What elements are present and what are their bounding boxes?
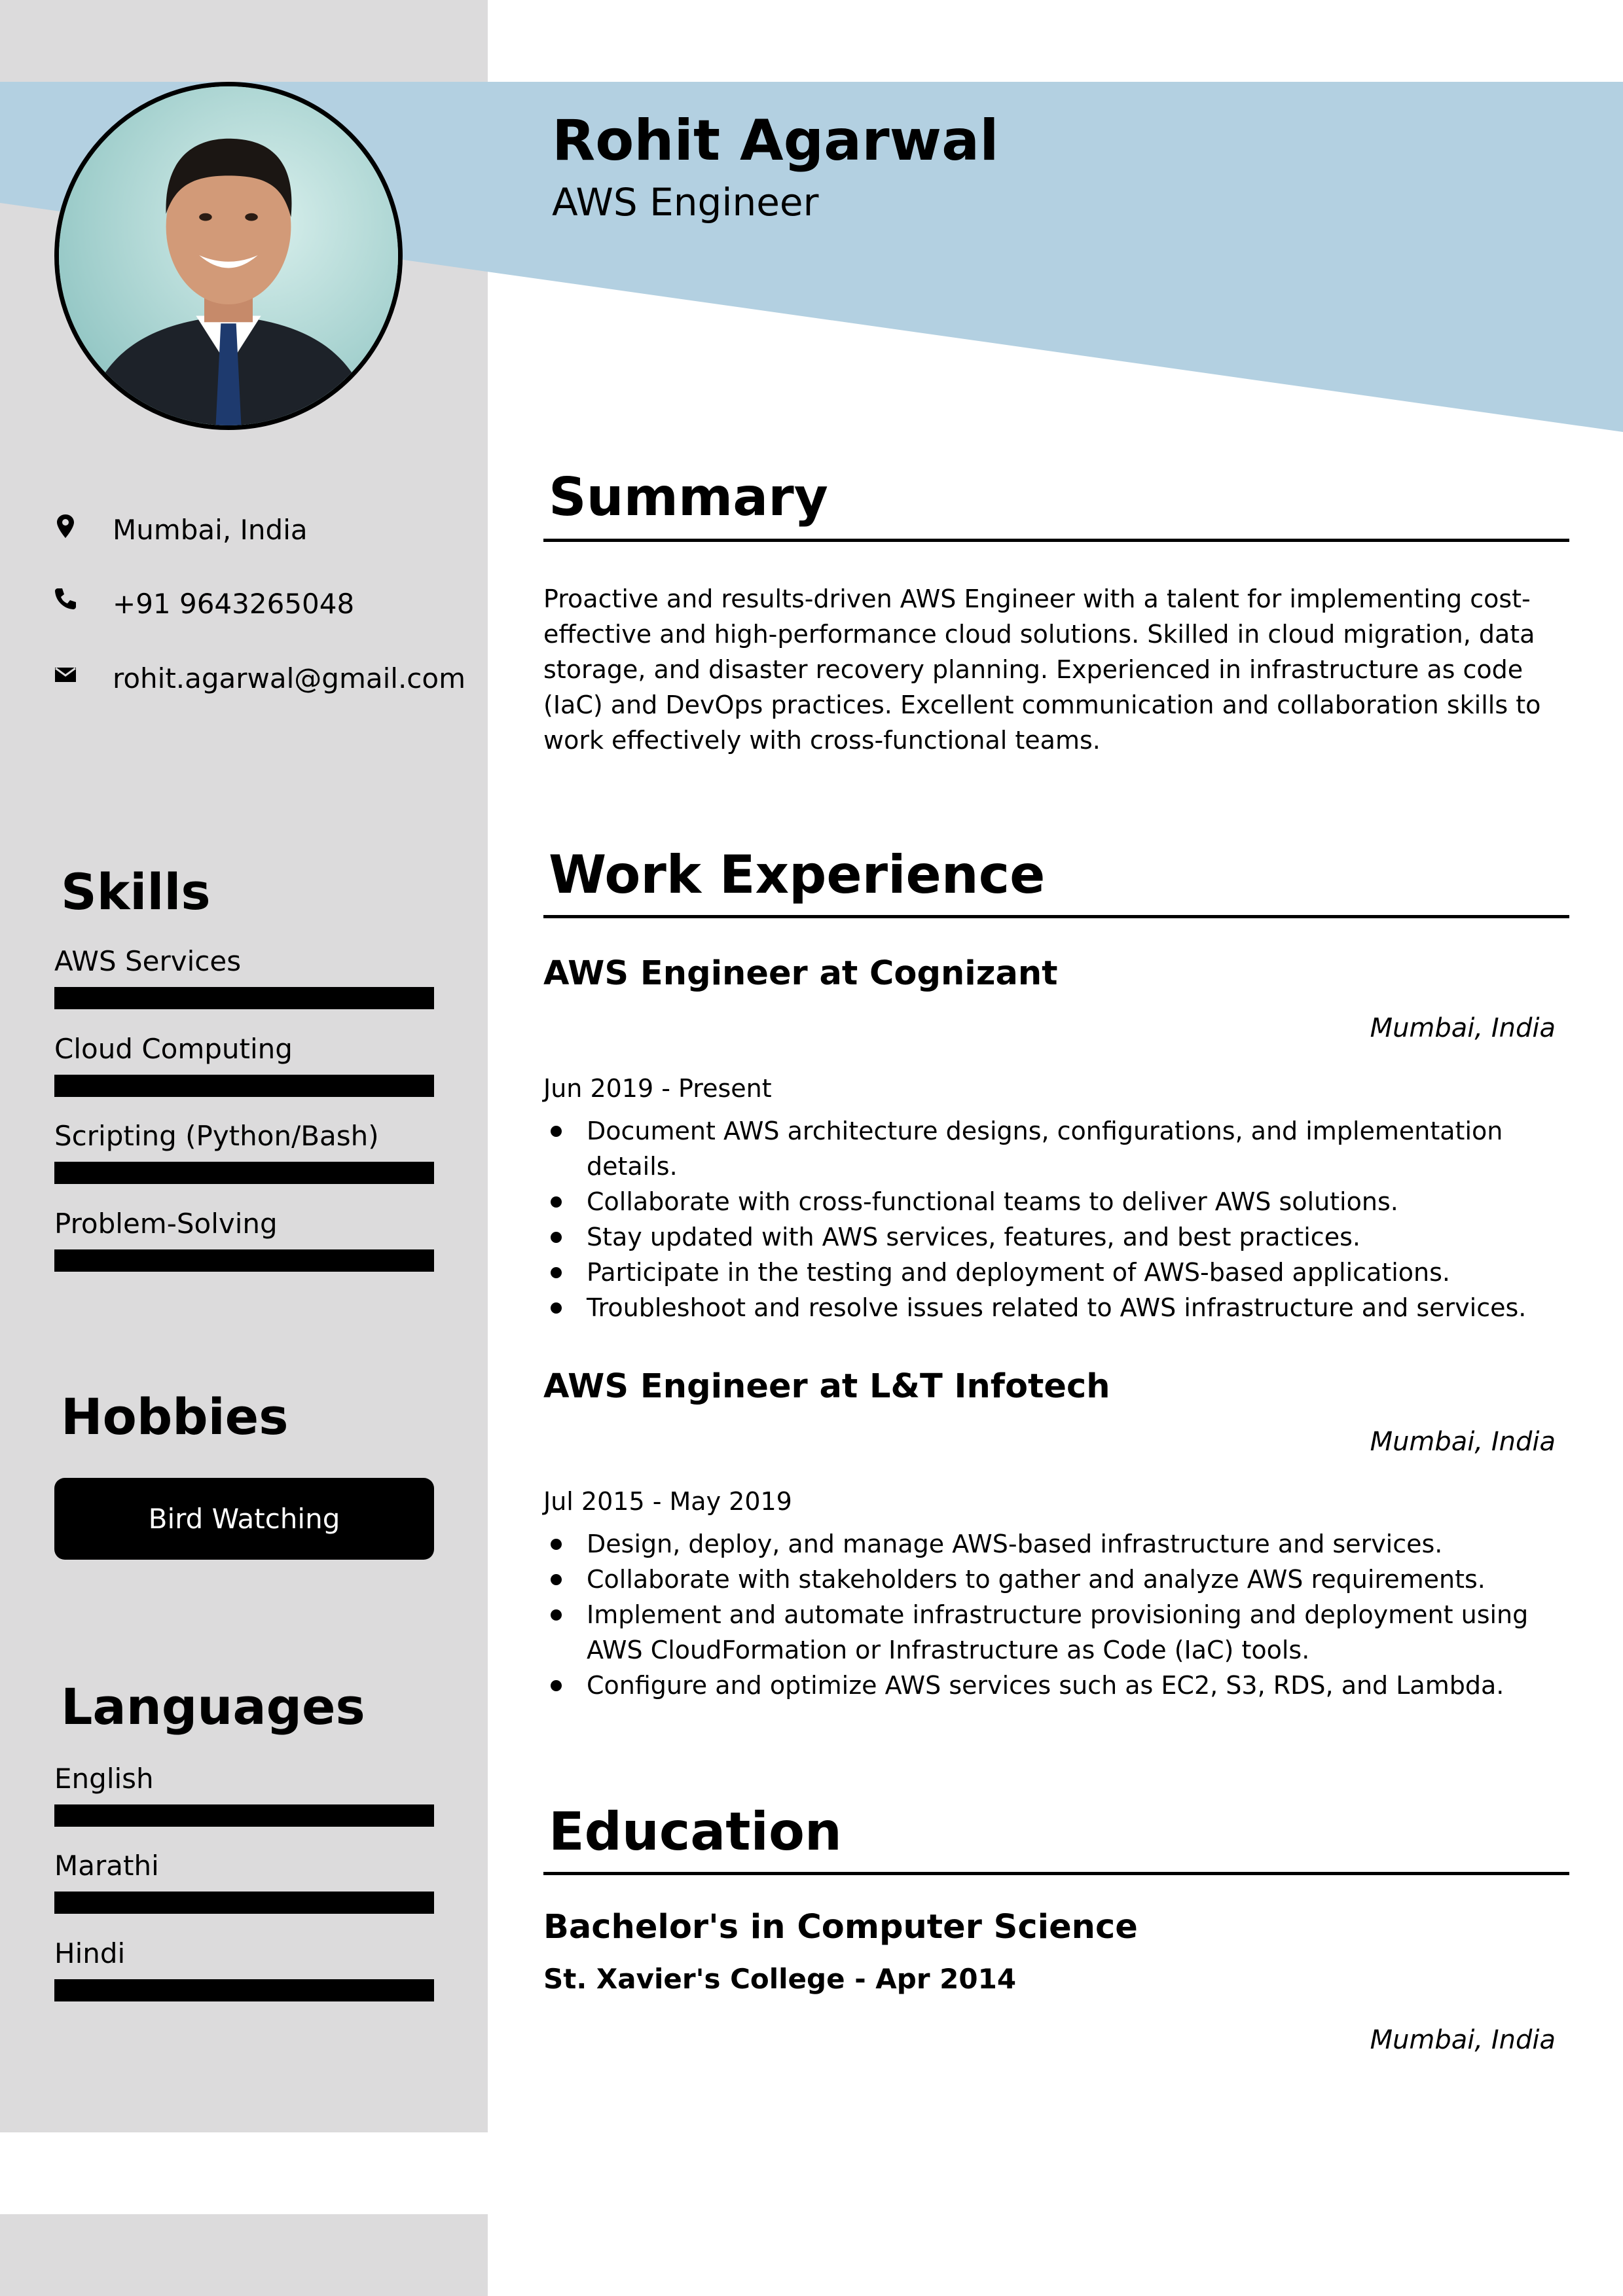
list-item: Troubleshoot and resolve issues related to AWS infrastructure and services. [543,1290,1565,1325]
language-bar [54,1979,434,2001]
job-title: AWS Engineer at L&T Infotech [543,1367,1110,1406]
skill-bar [54,987,434,1009]
list-item: Implement and automate infrastructure provisioning and deployment using AWS CloudFormation or Infrastructure as Code (IaC) tools. [543,1597,1565,1668]
summary-heading: Summary [549,467,828,528]
contact-email [52,658,466,742]
job-bullets [543,1113,1565,1325]
language-item [54,1852,434,1880]
skills-heading: Skills [61,863,211,921]
work-experience-heading: Work Experience [549,844,1046,905]
language-label: English [54,1763,154,1795]
job-location: Mumbai, India [1370,1013,1556,1043]
skill-bar [54,1249,434,1272]
language-item [54,1765,434,1793]
hobbies-heading: Hobbies [61,1388,289,1446]
candidate-role: AWS Engineer [552,180,819,224]
education-location: Mumbai, India [1370,2025,1556,2055]
list-item: Stay updated with AWS services, features, and best practices. [543,1219,1565,1255]
location-text: Mumbai, India [113,514,308,546]
map-pin-icon [52,513,79,539]
sidebar-footer-background [0,2214,488,2296]
job-location: Mumbai, India [1370,1427,1556,1457]
skill-label: Cloud Computing [54,1033,293,1065]
education-heading: Education [549,1801,842,1862]
list-item: Collaborate with stakeholders to gather and analyze AWS requirements. [543,1562,1565,1597]
skill-label: Problem-Solving [54,1208,278,1240]
job-dates: Jul 2015 - May 2019 [543,1487,792,1516]
skill-item [54,1035,434,1063]
section-divider [543,1872,1569,1875]
job-bullets [543,1526,1565,1703]
language-item [54,1937,434,1969]
summary-text: Proactive and results-driven AWS Engineer with a talent for implementing cost-effective and high-performance cloud solutions. Skilled in cloud migration, data storage, and disaster recovery planning. Experienced in infrastructure as code (IaC) and DevOps practices. Excellent communication and collaboration skills to work effectively with cross-functional teams. [543,584,1541,755]
skill-item [54,1210,434,1238]
phone-icon [52,586,79,612]
hobby-badge: Bird Watching [54,1478,434,1560]
candidate-name: Rohit Agarwal [552,108,999,173]
degree-title: Bachelor's in Computer Science [543,1908,1138,1946]
skill-label: Scripting (Python/Bash) [54,1120,379,1152]
email-text[interactable]: rohit.agarwal@gmail.com [113,662,466,694]
skill-item [54,945,434,977]
job-title: AWS Engineer at Cognizant [543,954,1058,993]
list-item: Document AWS architecture designs, configurations, and implementation details. [543,1113,1565,1184]
job-dates: Jun 2019 - Present [543,1074,772,1103]
list-item: Participate in the testing and deployment of AWS-based applications. [543,1255,1565,1290]
skill-bar [54,1162,434,1184]
list-item: Collaborate with cross-functional teams to deliver AWS solutions. [543,1184,1565,1219]
language-bar [54,1804,434,1827]
list-item: Configure and optimize AWS services such as EC2, S3, RDS, and Lambda. [543,1668,1565,1703]
language-bar [54,1892,434,1914]
envelope-icon [52,662,79,688]
list-item: Design, deploy, and manage AWS-based infrastructure and services. [543,1526,1565,1562]
section-divider [543,539,1569,542]
contact-phone [52,583,445,625]
section-divider [543,915,1569,918]
skill-bar [54,1075,434,1097]
profile-photo [54,82,403,430]
language-label: Marathi [54,1850,159,1882]
contact-location [52,509,445,551]
skill-item [54,1122,434,1150]
skill-label: AWS Services [54,945,242,977]
school-name: St. Xavier's College - Apr 2014 [543,1963,1017,1995]
language-label: Hindi [54,1937,126,1969]
languages-heading: Languages [61,1677,365,1736]
phone-text[interactable]: +91 9643265048 [113,588,355,620]
